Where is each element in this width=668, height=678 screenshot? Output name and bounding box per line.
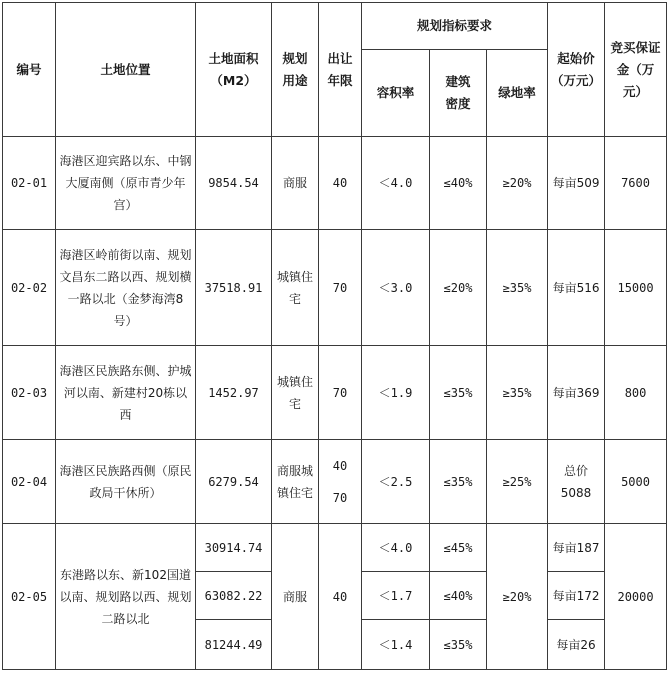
cell-term: 40 [319,524,362,670]
cell-density: ≤40% [430,572,487,620]
cell-location: 东港路以东、新102国道以南、规划路以西、规划二路以北 [56,524,196,670]
cell-area: 6279.54 [196,440,272,524]
header-use-line1: 规划 [282,50,308,66]
cell-far: ＜4.0 [362,137,430,230]
header-use-line2: 用途 [282,72,308,88]
header-area-line2: （M2） [210,72,257,88]
cell-green: ≥20% [487,137,548,230]
cell-density: ≤45% [430,524,487,572]
cell-price: 每亩509 [548,137,605,230]
table-row [3,524,667,572]
cell-area: 1452.97 [196,346,272,440]
cell-price: 每亩172 [548,572,605,620]
cell-price: 总价5088 [548,440,605,524]
cell-term: 70 [319,346,362,440]
cell-green: ≥35% [487,230,548,346]
header-deposit-line1: 竞买保证 [610,39,661,55]
cell-location: 海港区民族路西侧（原民政局干休所） [56,440,196,524]
cell-density: ≤35% [430,620,487,670]
header-price-line1: 起始价 [557,50,595,66]
cell-far: ＜3.0 [362,230,430,346]
header-term [319,3,362,137]
cell-term-b: 70 [332,490,348,505]
cell-id: 02-02 [3,230,56,346]
cell-term: 40 [319,137,362,230]
header-term-line2: 年限 [327,72,353,88]
header-price [548,3,605,137]
header-deposit-line3: 元） [623,83,649,99]
cell-price: 每亩26 [548,620,605,670]
header-density [430,50,487,137]
cell-far: ＜2.5 [362,440,430,524]
cell-id: 02-05 [3,524,56,670]
cell-id: 02-03 [3,346,56,440]
cell-area: 37518.91 [196,230,272,346]
header-price-line2: （万元） [551,72,602,88]
header-deposit [605,3,667,137]
cell-deposit: 15000 [605,230,667,346]
land-auction-table [2,2,667,670]
cell-use: 商服 [272,524,319,670]
table-row [3,346,667,440]
cell-deposit: 800 [605,346,667,440]
header-density-line1: 建筑 [445,74,471,89]
cell-density: ≤35% [430,440,487,524]
cell-id: 02-04 [3,440,56,524]
header-use [272,3,319,137]
cell-location: 海港区迎宾路以东、中钢大厦南侧（原市青少年宫） [56,137,196,230]
cell-far: ＜1.7 [362,572,430,620]
header-green: 绿地率 [487,50,548,137]
table-row [3,137,667,230]
header-density-line2: 密度 [445,96,471,111]
cell-use: 城镇住宅 [272,230,319,346]
cell-green: ≥20% [487,524,548,670]
header-row-1 [3,3,667,50]
cell-use: 城镇住宅 [272,346,319,440]
header-indicators: 规划指标要求 [362,3,548,50]
cell-price: 每亩187 [548,524,605,572]
cell-use: 商服城镇住宅 [272,440,319,524]
cell-density: ≤40% [430,137,487,230]
cell-price: 每亩369 [548,346,605,440]
cell-green: ≥25% [487,440,548,524]
cell-id: 02-01 [3,137,56,230]
header-location: 土地位置 [56,3,196,137]
cell-term: 70 [319,230,362,346]
header-far: 容积率 [362,50,430,137]
cell-term-a: 40 [332,458,348,473]
cell-area: 30914.74 [196,524,272,572]
header-term-line1: 出让 [327,50,353,66]
cell-deposit: 5000 [605,440,667,524]
cell-deposit: 20000 [605,524,667,670]
header-area-line1: 土地面积 [208,50,259,66]
cell-deposit: 7600 [605,137,667,230]
cell-far: ＜4.0 [362,524,430,572]
header-area [196,3,272,137]
cell-density: ≤35% [430,346,487,440]
cell-area: 81244.49 [196,620,272,670]
cell-use: 商服 [272,137,319,230]
cell-location: 海港区岭前街以南、规划文昌东二路以西、规划横一路以北（金梦海湾8号） [56,230,196,346]
header-id: 编号 [3,3,56,137]
cell-area: 63082.22 [196,572,272,620]
cell-term [319,440,362,524]
cell-price: 每亩516 [548,230,605,346]
cell-green: ≥35% [487,346,548,440]
cell-far: ＜1.4 [362,620,430,670]
table-row [3,230,667,346]
header-deposit-line2: 金（万 [616,61,655,77]
cell-area: 9854.54 [196,137,272,230]
cell-density: ≤20% [430,230,487,346]
table-row [3,440,667,524]
cell-far: ＜1.9 [362,346,430,440]
cell-location: 海港区民族路东侧、护城河以南、新建村20栋以西 [56,346,196,440]
